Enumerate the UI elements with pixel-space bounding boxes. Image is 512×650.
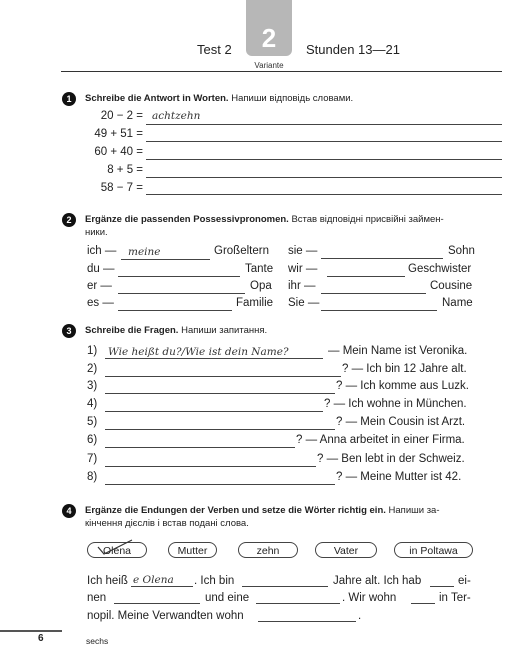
reply-4: ? — Ich wohne in München.: [324, 398, 467, 410]
line-du[interactable]: [118, 276, 240, 277]
question-line-5[interactable]: [105, 429, 335, 430]
question-number-8: 8): [87, 471, 98, 483]
answer-line-1[interactable]: [146, 124, 502, 125]
text-und-eine: und eine: [205, 592, 250, 604]
answer-line-4[interactable]: [146, 177, 502, 178]
question-number-3: 3): [87, 380, 98, 392]
noun-sohn: Sohn: [448, 245, 475, 257]
line-er[interactable]: [118, 293, 245, 294]
blank-3[interactable]: [430, 586, 454, 587]
section-1-instruction-de: Schreibe die Antwort in Worten.: [85, 93, 229, 104]
blank-5[interactable]: [256, 603, 340, 604]
text-nen: nen: [87, 592, 107, 604]
pronoun-wir: wir —: [288, 263, 318, 275]
question-line-1[interactable]: [105, 358, 323, 359]
header-divider: [61, 71, 502, 72]
section-3-instruction: [85, 324, 267, 338]
noun-geschwister: Geschwister: [408, 263, 472, 275]
section-3-badge: 3: [62, 324, 76, 338]
question-answer-1: Wie heißt du?/Wie ist dein Name?: [108, 346, 289, 358]
section-3-instruction-uk: Напиши запитання.: [181, 325, 268, 336]
text-ei: ei-: [458, 575, 471, 587]
line-es[interactable]: [118, 310, 232, 311]
pronoun-Sie: Sie —: [288, 297, 320, 309]
section-1-instruction-uk: Напиши відповідь словами.: [231, 93, 354, 104]
line-wir[interactable]: [327, 276, 405, 277]
text-in-ter: in Ter-: [439, 592, 471, 604]
pronoun-sie: sie —: [288, 245, 318, 257]
word-box-in-poltawa[interactable]: in Poltawa: [394, 542, 473, 558]
blank-6[interactable]: [411, 603, 435, 604]
equation-1: 20 − 2 =: [100, 110, 143, 122]
answer-1: achtzehn: [152, 110, 201, 122]
test-title: Test 2: [197, 42, 232, 57]
noun-opa: Opa: [250, 280, 272, 292]
word-box-olena[interactable]: Olena: [87, 542, 147, 558]
answer-line-3[interactable]: [146, 159, 502, 160]
section-2-instruction: [85, 213, 444, 227]
text-ich-heiss: Ich heiß: [87, 575, 128, 587]
line-sie[interactable]: [321, 258, 443, 259]
variant-label: Variante: [254, 61, 284, 70]
blank-7[interactable]: [258, 621, 356, 622]
equation-2: 49 + 51 =: [94, 128, 143, 140]
section-4-instruction-uk: Напиши за-: [388, 505, 440, 516]
pronoun-du: du —: [87, 263, 115, 275]
text-nopil: nopil. Meine Verwandten wohn: [87, 610, 244, 622]
text-wir-wohn: . Wir wohn: [342, 592, 397, 604]
reply-6: ? — Anna arbeitet in einer Firma.: [296, 434, 465, 446]
noun-cousine: Cousine: [430, 280, 473, 292]
reply-8: ? — Meine Mutter ist 42.: [336, 471, 462, 483]
question-line-3[interactable]: [105, 393, 335, 394]
strike-through-mark: [96, 537, 134, 557]
question-number-2: 2): [87, 363, 98, 375]
noun-grosseltern: Großeltern: [214, 245, 269, 257]
answer-line-2[interactable]: [146, 141, 502, 142]
section-2-badge: 2: [62, 213, 76, 227]
section-4-badge: 4: [62, 504, 76, 518]
question-number-1: 1): [87, 345, 98, 357]
text-ich-bin: . Ich bin: [194, 575, 235, 587]
word-box-mutter[interactable]: Mutter: [168, 542, 217, 558]
pronoun-es: es —: [87, 297, 114, 309]
section-4-instruction-cont: кінчення дієслів і встав подані слова.: [85, 518, 249, 529]
section-2-instruction-uk: Встав відповідні присвійні займен-: [291, 214, 444, 225]
reply-5: ? — Mein Cousin ist Arzt.: [336, 416, 466, 428]
word-box-vater[interactable]: Vater: [315, 542, 377, 558]
pronoun-ich: ich —: [87, 245, 117, 257]
footer-rule: [0, 630, 62, 632]
blank-2[interactable]: [242, 586, 328, 587]
question-line-4[interactable]: [105, 411, 323, 412]
question-line-2[interactable]: [105, 376, 341, 377]
blank-4[interactable]: [114, 603, 200, 604]
handwritten-olena: e Olena: [133, 574, 174, 586]
equation-4: 8 + 5 =: [107, 164, 143, 176]
section-2-instruction-de: Ergänze die passenden Possessivpronomen.: [85, 214, 289, 225]
reply-1: — Mein Name ist Veronika.: [328, 345, 468, 357]
reply-7: ? — Ben lebt in der Schweiz.: [317, 453, 465, 465]
section-1-instruction: [85, 92, 353, 106]
text-period: .: [358, 610, 362, 622]
answer-ich: meine: [128, 246, 161, 258]
question-number-6: 6): [87, 434, 98, 446]
page-word: sechs: [86, 636, 109, 646]
line-ihr[interactable]: [321, 293, 426, 294]
noun-tante: Tante: [245, 263, 274, 275]
variant-number-tab: 2: [246, 0, 292, 56]
section-4-instruction: [85, 504, 440, 518]
blank-1[interactable]: [131, 586, 193, 587]
reply-2: ? — Ich bin 12 Jahre alt.: [342, 363, 467, 375]
text-jahre-alt: Jahre alt. Ich hab: [333, 575, 422, 587]
question-number-7: 7): [87, 453, 98, 465]
equation-5: 58 − 7 =: [100, 182, 143, 194]
lessons-title: Stunden 13—21: [306, 42, 400, 57]
equation-3: 60 + 40 =: [94, 146, 143, 158]
section-1-badge: 1: [62, 92, 76, 106]
question-line-6[interactable]: [105, 447, 295, 448]
pronoun-er: er —: [87, 280, 112, 292]
section-2-instruction-cont: ники.: [85, 227, 108, 238]
answer-line-5[interactable]: [146, 194, 502, 195]
word-box-zehn[interactable]: zehn: [238, 542, 298, 558]
pronoun-ihr: ihr —: [288, 280, 316, 292]
noun-name: Name: [442, 297, 473, 309]
question-line-8[interactable]: [105, 484, 335, 485]
question-number-4: 4): [87, 398, 98, 410]
line-Sie[interactable]: [321, 310, 437, 311]
noun-familie: Familie: [236, 297, 274, 309]
line-ich[interactable]: [121, 259, 210, 260]
question-line-7[interactable]: [105, 466, 316, 467]
reply-3: ? — Ich komme aus Luzk.: [336, 380, 469, 392]
question-number-5: 5): [87, 416, 98, 428]
section-4-instruction-de: Ergänze die Endungen der Verben und setze die Wörter richtig ein.: [85, 505, 386, 516]
page-number: 6: [38, 633, 44, 644]
section-3-instruction-de: Schreibe die Fragen.: [85, 325, 179, 336]
